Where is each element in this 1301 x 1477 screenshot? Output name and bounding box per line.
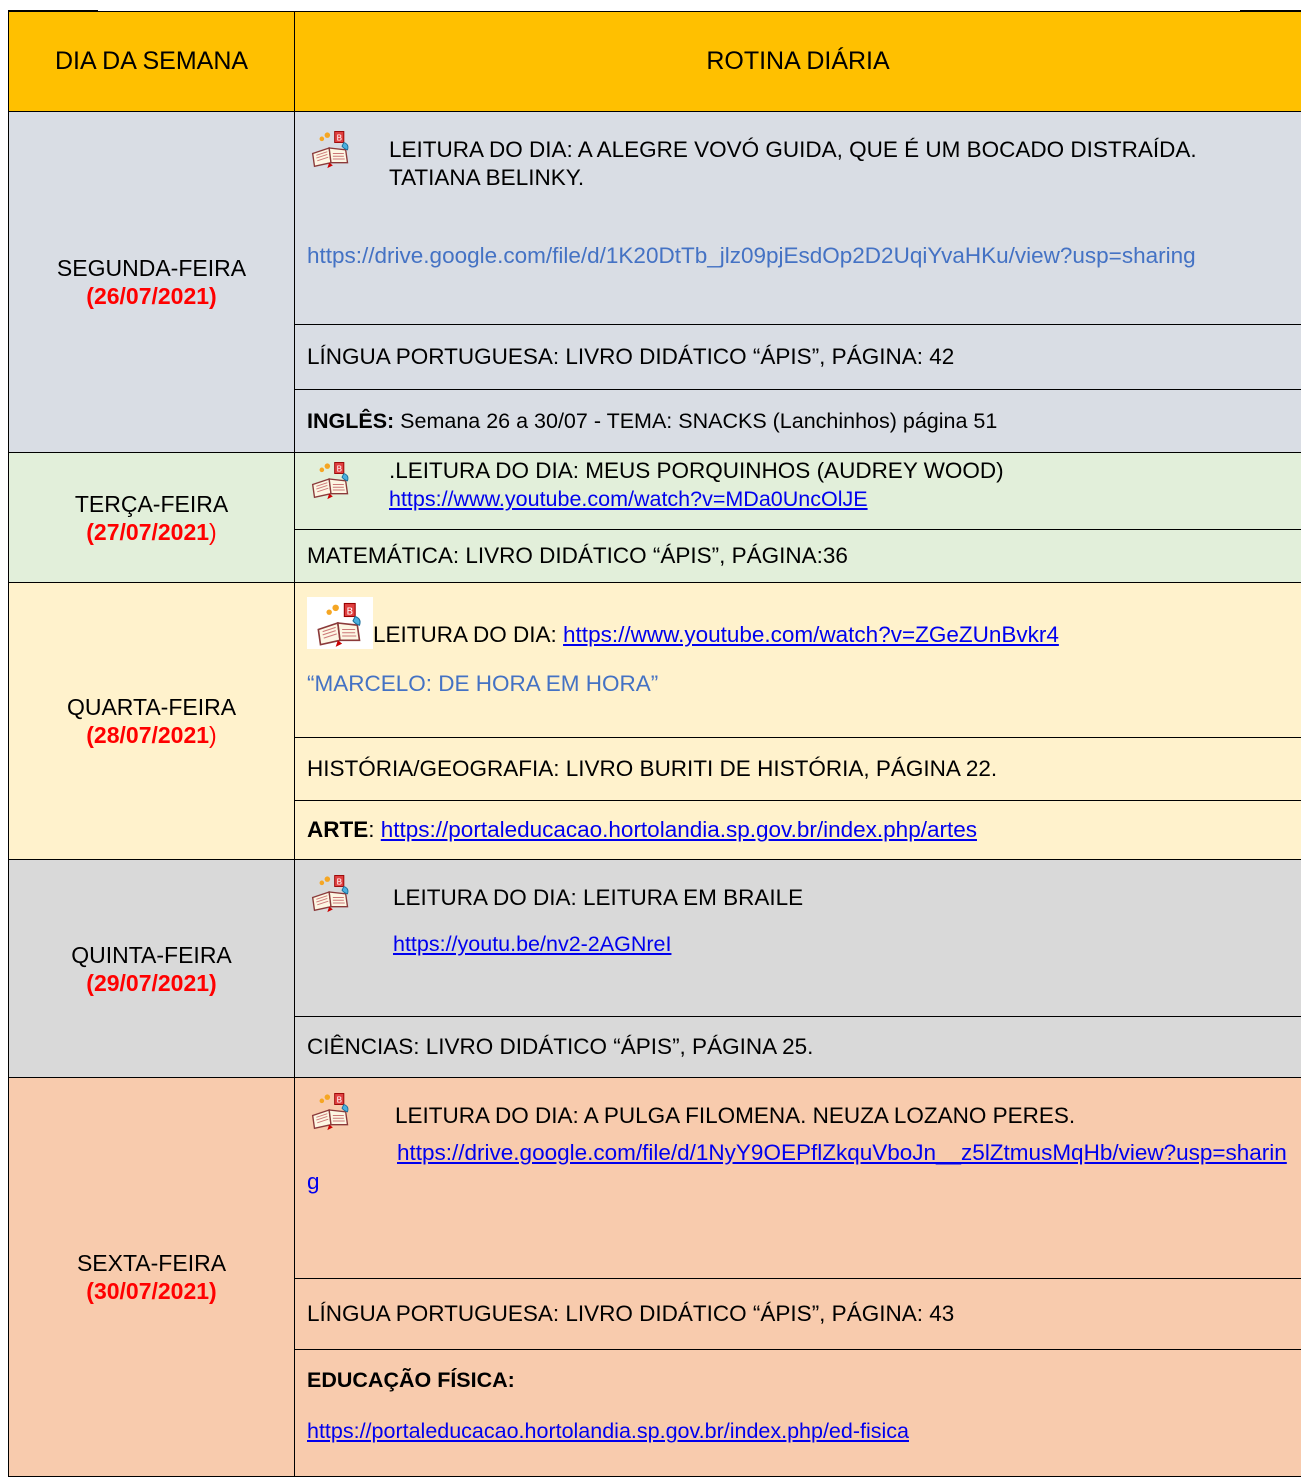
quinta-ciencias-text: CIÊNCIAS: LIVRO DIDÁTICO “ÁPIS”, PÁGINA 25. [307, 1034, 813, 1059]
sexta-leitura-link[interactable]: https://drive.google.com/file/d/1NyY9OEPflZkquVboJn__z5lZtmusMqHb/view?usp=sharing [307, 1138, 1293, 1196]
segunda-lingua-cell [295, 325, 1301, 390]
day-date: (26/07/2021) [9, 282, 294, 310]
segunda-row-1 [9, 112, 1301, 325]
quinta-leitura-text: LEITURA DO DIA: LEITURA EM BRAILE [393, 870, 803, 912]
quinta-leitura-link[interactable]: https://youtu.be/nv2-2AGNreI [393, 930, 803, 958]
book-reading-icon [307, 870, 355, 914]
day-cell-quinta [9, 860, 295, 1078]
book-reading-icon [307, 597, 373, 649]
quarta-arte-cell [295, 801, 1301, 860]
day-name: QUARTA-FEIRA [9, 693, 294, 721]
quarta-leitura-label: LEITURA DO DIA: [373, 622, 563, 647]
day-cell-sexta [9, 1078, 295, 1477]
ingles-text: Semana 26 a 30/07 - TEMA: SNACKS (Lanchinhos) página 51 [394, 409, 997, 433]
day-name: QUINTA-FEIRA [9, 941, 294, 969]
sexta-lingua-text: LÍNGUA PORTUGUESA: LIVRO DIDÁTICO “ÁPIS”, PÁGINA: 43 [307, 1301, 954, 1326]
segunda-leitura-cell [295, 112, 1301, 325]
day-name: SEXTA-FEIRA [9, 1249, 294, 1277]
day-date: (30/07/2021) [9, 1277, 294, 1305]
weekly-routine-table [8, 11, 1301, 1477]
edfisica-label: EDUCAÇÃO FÍSICA: [307, 1368, 515, 1392]
quarta-historia-text: HISTÓRIA/GEOGRAFIA: LIVRO BURITI DE HISTÓRIA, PÁGINA 22. [307, 756, 997, 781]
sexta-row-1 [9, 1078, 1301, 1279]
book-reading-icon [307, 126, 355, 170]
segunda-ingles-cell [295, 390, 1301, 453]
quarta-historia-cell [295, 738, 1301, 801]
day-date-close: ) [209, 722, 217, 748]
day-cell-segunda [9, 112, 295, 453]
day-cell-quarta [9, 583, 295, 860]
sexta-leitura-text: LEITURA DO DIA: A PULGA FILOMENA. NEUZA LOZANO PERES. [355, 1088, 1075, 1130]
quarta-row-1 [9, 583, 1301, 738]
sexta-edfisica-cell [295, 1350, 1301, 1477]
segunda-lingua-text: LÍNGUA PORTUGUESA: LIVRO DIDÁTICO “ÁPIS”, PÁGINA: 42 [307, 344, 954, 369]
sexta-lingua-cell [295, 1279, 1301, 1350]
terca-matematica-cell [295, 530, 1301, 583]
terca-matematica-text: MATEMÁTICA: LIVRO DIDÁTICO “ÁPIS”, PÁGINA:36 [307, 543, 848, 568]
edfisica-link[interactable]: https://portaleducacao.hortolandia.sp.gov.br/index.php/ed-fisica [307, 1419, 1293, 1444]
quarta-leitura-cell [295, 583, 1301, 738]
ingles-label: INGLÊS: [307, 409, 394, 433]
quinta-ciencias-cell [295, 1017, 1301, 1078]
arte-link[interactable]: https://portaleducacao.hortolandia.sp.gov.br/index.php/artes [381, 817, 977, 842]
terca-leitura-text: .LEITURA DO DIA: MEUS PORQUINHOS (AUDREY WOOD) [389, 457, 1004, 485]
day-name: SEGUNDA-FEIRA [9, 254, 294, 282]
day-name: TERÇA-FEIRA [9, 490, 294, 518]
segunda-leitura-text: LEITURA DO DIA: A ALEGRE VOVÓ GUIDA, QUE É UM BOCADO DISTRAÍDA. TATIANA BELINKY. [355, 126, 1209, 192]
day-cell-terca [9, 453, 295, 583]
quarta-leitura-title: “MARCELO: DE HORA EM HORA” [307, 671, 1293, 697]
day-date: (29/07/2021) [9, 969, 294, 997]
day-date: (28/07/2021 [86, 722, 209, 748]
day-date: (27/07/2021 [86, 519, 209, 545]
header-day-of-week: DIA DA SEMANA [9, 12, 295, 112]
terca-row-1 [9, 453, 1301, 530]
quinta-row-1 [9, 860, 1301, 1017]
segunda-leitura-link[interactable]: https://drive.google.com/file/d/1K20DtTb_jlz09pjEsdOp2D2UqiYvaHKu/view?usp=sharing [307, 242, 1293, 270]
book-reading-icon [307, 457, 355, 501]
arte-label: ARTE [307, 817, 368, 842]
terca-leitura-link[interactable]: https://www.youtube.com/watch?v=MDa0UncOlJE [389, 485, 1004, 513]
quinta-leitura-cell [295, 860, 1301, 1017]
arte-sep: : [368, 817, 381, 842]
terca-leitura-cell [295, 453, 1301, 530]
book-reading-icon [307, 1088, 355, 1132]
header-row [9, 12, 1301, 112]
quarta-leitura-link[interactable]: https://www.youtube.com/watch?v=ZGeZUnBvkr4 [563, 622, 1059, 647]
day-date-close: ) [209, 519, 217, 545]
sexta-leitura-cell [295, 1078, 1301, 1279]
header-daily-routine: ROTINA DIÁRIA [295, 12, 1301, 112]
